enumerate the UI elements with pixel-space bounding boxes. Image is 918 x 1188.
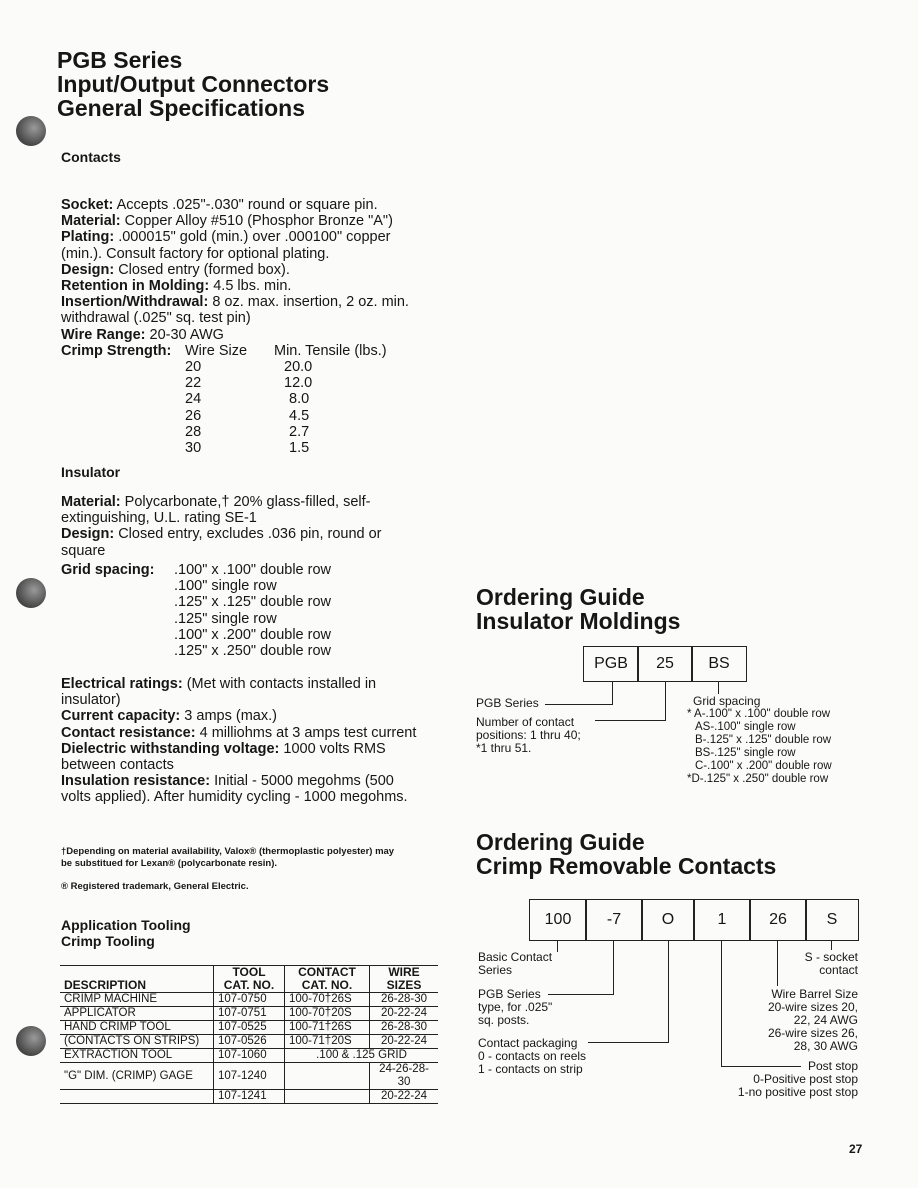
- grid-spacing-title: Grid spacing: [693, 694, 761, 708]
- order-box-7: -7: [585, 899, 643, 941]
- order-box-s: S: [805, 899, 859, 941]
- binder-hole: [16, 1026, 46, 1056]
- insulator-spec: Material: Polycarbonate,† 20% glass-filled, self-extinguishing, U.L. rating SE-1 Design: Closed entry, excludes .036 pin, round or square: [61, 494, 382, 559]
- table-row: "G" DIM. (CRIMP) GAGE 107-1240 24-26-28-30: [60, 1063, 438, 1090]
- page-title: PGB Series Input/Output Connectors General Specifications: [57, 47, 330, 121]
- wire-barrel-size: Wire Barrel Size 20-wire sizes 20, 22, 24 AWG 26-wire sizes 26, 28, 30 AWG: [767, 987, 858, 1053]
- footnote-trademark: ® Registered trademark, General Electric.: [61, 881, 249, 892]
- table-row: 107-1241 20-22-24: [60, 1090, 438, 1104]
- crimp-col2-header: Min. Tensile (lbs.): [274, 343, 387, 359]
- crimp-col1-header: Wire Size: [185, 343, 248, 359]
- page-number: 27: [849, 1142, 863, 1156]
- connector-line: [777, 940, 778, 986]
- connector-line: [721, 940, 722, 1066]
- connector-line: [588, 1042, 669, 1043]
- binder-hole: [16, 116, 46, 146]
- ordering-guide-insulator-title: Ordering Guide Insulator Moldings: [476, 584, 681, 634]
- contact-packaging: Contact packaging 0 - contacts on reels 1 - contacts on strip: [478, 1036, 587, 1076]
- tooling-table: DESCRIPTION TOOL CAT. NO. CONTACT CAT. NO. WIRE SIZES CRIMP MACHINE 107-0750 100-70†26S 26-28-30 APPLICATOR 107-0751 100-70†20S 20-22-24 HAND CRIMP TOOL 107-0525 100-71†26S 26-28-30 (CONTACTS ON STRIPS) 107-0526 100-71†20S 20-22-24 EXTRACTION TOOL 107-1060 .100 & .125 GRID "G" DIM. (CRIMP) GAGE 107-1240 24-26-28-30 107-1241 20-22-24: [60, 966, 438, 1104]
- order-box-bs: BS: [691, 646, 747, 682]
- order-box-25: 25: [637, 646, 693, 682]
- connector-line: [548, 994, 614, 995]
- connector-line: [718, 681, 719, 694]
- contacts-heading: Contacts: [61, 149, 121, 165]
- pgb-series-label: PGB Series: [476, 696, 539, 710]
- grid-spacing-list: .100" x .100" double row .100" single row .125" x .125" double row .125" single row .100" x .200" double row .125" x .250" double row: [174, 562, 332, 660]
- order-box-o: O: [641, 899, 695, 941]
- footnote-dagger: †Depending on material availability, Valox® (thermoplastic polyester) may be substitued for Lexan® (polycarbonate resin).: [61, 846, 395, 869]
- connector-line: [545, 704, 613, 705]
- connector-line: [665, 681, 666, 720]
- contacts-spec: Socket: Accepts .025"-.030" round or square pin. Material: Copper Alloy #510 (Phosphor Bronze "A") Plating: .000015" gold (min.) over .000100" copper (min.). Consult factory for optional plating. Design: Closed entry (formed box). Retention in Molding: 4.5 lbs. min. Insertion/Withdrawal: 8 oz. max. insertion, 2 oz. min. withdrawal (.025" sq. test pin) Wire Range: 20-30 AWG: [61, 197, 409, 343]
- ordering-guide-contacts-title: Ordering Guide Crimp Removable Contacts: [476, 829, 777, 879]
- socket-contact: S - socket contact: [804, 950, 858, 977]
- connector-line: [668, 940, 669, 1042]
- pgb-series-type: PGB Series type, for .025" sq. posts.: [478, 987, 553, 1027]
- tooling-heading: Application Tooling Crimp Tooling: [61, 917, 191, 949]
- connector-line: [613, 940, 614, 994]
- number-of-contacts: Number of contact positions: 1 thru 40; *1 thru 51.: [476, 715, 581, 755]
- grid-spacing-label: Grid spacing:: [61, 562, 155, 578]
- order-box-pgb: PGB: [583, 646, 639, 682]
- table-row: EXTRACTION TOOL 107-1060 .100 & .125 GRID: [60, 1049, 438, 1063]
- connector-line: [831, 940, 832, 950]
- crimp-strength: Crimp Strength:: [61, 343, 172, 359]
- col-description: DESCRIPTION: [64, 978, 147, 992]
- connector-line: [557, 940, 558, 952]
- table-row: APPLICATOR 107-0751 100-70†20S 20-22-24: [60, 1007, 438, 1021]
- insulator-heading: Insulator: [61, 464, 121, 480]
- grid-spacing-options: * A-.100" x .100" double row AS-.100" single row B-.125" x .125" double row BS-.125" single row C-.100" x .200" double row *D-.125" x .250" double row: [687, 708, 832, 785]
- binder-hole: [16, 578, 46, 608]
- order-box-100: 100: [529, 899, 587, 941]
- table-row: (CONTACTS ON STRIPS) 107-0526 100-71†20S 20-22-24: [60, 1035, 438, 1049]
- order-box-1: 1: [693, 899, 751, 941]
- connector-line: [612, 681, 613, 704]
- table-row: CRIMP MACHINE 107-0750 100-70†26S 26-28-30: [60, 993, 438, 1007]
- post-stop: Post stop 0-Positive post stop 1-no positive post stop: [737, 1059, 858, 1099]
- connector-line: [595, 720, 666, 721]
- electrical-spec: Electrical ratings: (Met with contacts installed in insulator) Current capacity: 3 amps (max.) Contact resistance: 4 milliohms at 3 amps test current Dielectric withstanding voltage: 1000 volts RMS between contacts Insulation resistance: Initial - 5000 megohms (500 volts applied). After humidity cycling - 1000 megohms.: [61, 676, 417, 806]
- order-box-26: 26: [749, 899, 807, 941]
- crimp-table: 20 20.0 22 12.0 24 8.0 26 4.5 28 2.7 30 1.5: [185, 359, 313, 457]
- basic-contact-series: Basic Contact Series: [478, 950, 553, 977]
- table-row: HAND CRIMP TOOL 107-0525 100-71†26S 26-28-30: [60, 1021, 438, 1035]
